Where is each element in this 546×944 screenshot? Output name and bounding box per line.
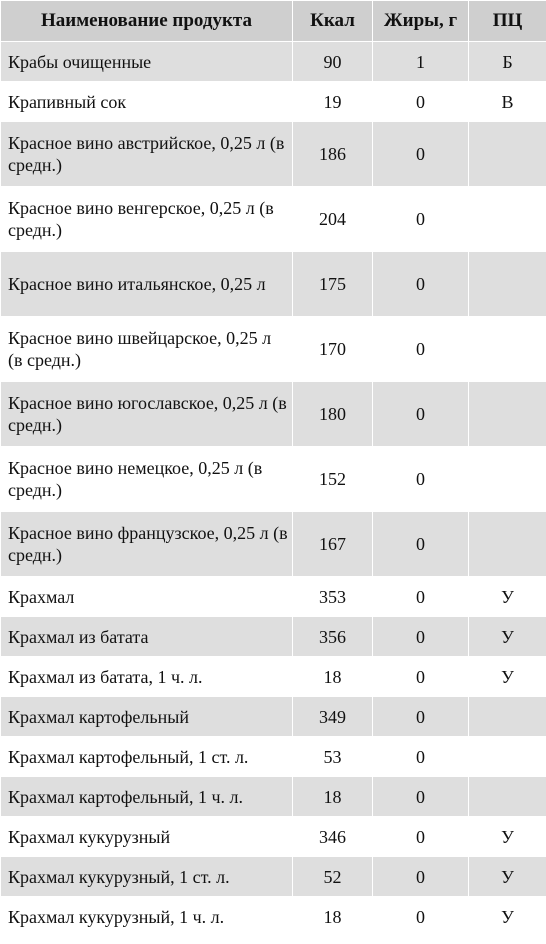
cell-name: Красное вино венгерское, 0,25 л (в средн.): [1, 187, 293, 252]
table-row: [1, 617, 546, 657]
cell-gi: У: [469, 897, 546, 937]
cell-gi: [469, 447, 546, 512]
cell-gi: У: [469, 577, 546, 617]
cell-fat: 0: [373, 897, 469, 937]
cell-name: Красное вино австрийское, 0,25 л (в средн.): [1, 122, 293, 187]
table-row: [1, 657, 546, 697]
cell-fat: 1: [373, 42, 469, 82]
cell-gi: [469, 187, 546, 252]
cell-fat: 0: [373, 82, 469, 122]
cell-fat: 0: [373, 577, 469, 617]
cell-fat: 0: [373, 657, 469, 697]
cell-name: Крахмал картофельный, 1 ч. л.: [1, 777, 293, 817]
cell-gi: [469, 382, 546, 447]
cell-fat: 0: [373, 697, 469, 737]
cell-gi: У: [469, 857, 546, 897]
cell-kcal: 175: [293, 252, 373, 317]
cell-name: Крапивный сок: [1, 82, 293, 122]
cell-name: Красное вино югославское, 0,25 л (в средн.): [1, 382, 293, 447]
cell-name: Крахмал кукурузный, 1 ч. л.: [1, 897, 293, 937]
table-row: [1, 817, 546, 857]
table-row: [1, 447, 546, 512]
cell-fat: 0: [373, 252, 469, 317]
cell-fat: 0: [373, 617, 469, 657]
table-row: [1, 122, 546, 187]
cell-fat: 0: [373, 122, 469, 187]
table-row: [1, 187, 546, 252]
cell-name: Крахмал картофельный: [1, 697, 293, 737]
cell-gi: Б: [469, 42, 546, 82]
table-row: [1, 697, 546, 737]
table-row: [1, 512, 546, 577]
cell-kcal: 167: [293, 512, 373, 577]
cell-fat: 0: [373, 187, 469, 252]
header-fat: Жиры, г: [373, 1, 469, 42]
cell-kcal: 346: [293, 817, 373, 857]
table-row: [1, 252, 546, 317]
cell-kcal: 18: [293, 777, 373, 817]
cell-fat: 0: [373, 737, 469, 777]
cell-name: Крахмал из батата, 1 ч. л.: [1, 657, 293, 697]
cell-gi: [469, 512, 546, 577]
cell-fat: 0: [373, 857, 469, 897]
header-name: Наименование продукта: [1, 1, 293, 42]
table-row: [1, 777, 546, 817]
cell-gi: [469, 252, 546, 317]
cell-fat: 0: [373, 777, 469, 817]
table-row: [1, 737, 546, 777]
cell-gi: [469, 122, 546, 187]
cell-kcal: 53: [293, 737, 373, 777]
cell-kcal: 152: [293, 447, 373, 512]
table-row: [1, 382, 546, 447]
cell-name: Крахмал кукурузный: [1, 817, 293, 857]
cell-gi: В: [469, 82, 546, 122]
cell-kcal: 353: [293, 577, 373, 617]
cell-kcal: 180: [293, 382, 373, 447]
cell-gi: У: [469, 817, 546, 857]
cell-gi: [469, 697, 546, 737]
table-row: [1, 857, 546, 897]
cell-name: Красное вино швейцарское, 0,25 л (в средн.): [1, 317, 293, 382]
cell-kcal: 19: [293, 82, 373, 122]
table-row: [1, 82, 546, 122]
cell-kcal: 170: [293, 317, 373, 382]
cell-kcal: 186: [293, 122, 373, 187]
cell-name: Крахмал: [1, 577, 293, 617]
cell-fat: 0: [373, 447, 469, 512]
cell-kcal: 18: [293, 657, 373, 697]
header-row: [1, 1, 546, 42]
cell-kcal: 90: [293, 42, 373, 82]
table-row: [1, 897, 546, 937]
cell-name: Крахмал из батата: [1, 617, 293, 657]
cell-kcal: 52: [293, 857, 373, 897]
cell-name: Крахмал кукурузный, 1 ст. л.: [1, 857, 293, 897]
cell-fat: 0: [373, 382, 469, 447]
header-gi: ПЦ: [469, 1, 546, 42]
table-row: [1, 42, 546, 82]
table-row: [1, 577, 546, 617]
cell-name: Крабы очищенные: [1, 42, 293, 82]
cell-name: Красное вино французское, 0,25 л (в средн.): [1, 512, 293, 577]
cell-kcal: 349: [293, 697, 373, 737]
cell-kcal: 204: [293, 187, 373, 252]
cell-gi: [469, 777, 546, 817]
cell-name: Красное вино итальянское, 0,25 л: [1, 252, 293, 317]
header-kcal: Ккал: [293, 1, 373, 42]
cell-gi: [469, 737, 546, 777]
cell-name: Крахмал картофельный, 1 ст. л.: [1, 737, 293, 777]
table-row: [1, 317, 546, 382]
cell-fat: 0: [373, 512, 469, 577]
cell-kcal: 356: [293, 617, 373, 657]
cell-kcal: 18: [293, 897, 373, 937]
cell-gi: У: [469, 657, 546, 697]
cell-fat: 0: [373, 317, 469, 382]
cell-gi: У: [469, 617, 546, 657]
cell-gi: [469, 317, 546, 382]
cell-fat: 0: [373, 817, 469, 857]
cell-name: Красное вино немецкое, 0,25 л (в средн.): [1, 447, 293, 512]
